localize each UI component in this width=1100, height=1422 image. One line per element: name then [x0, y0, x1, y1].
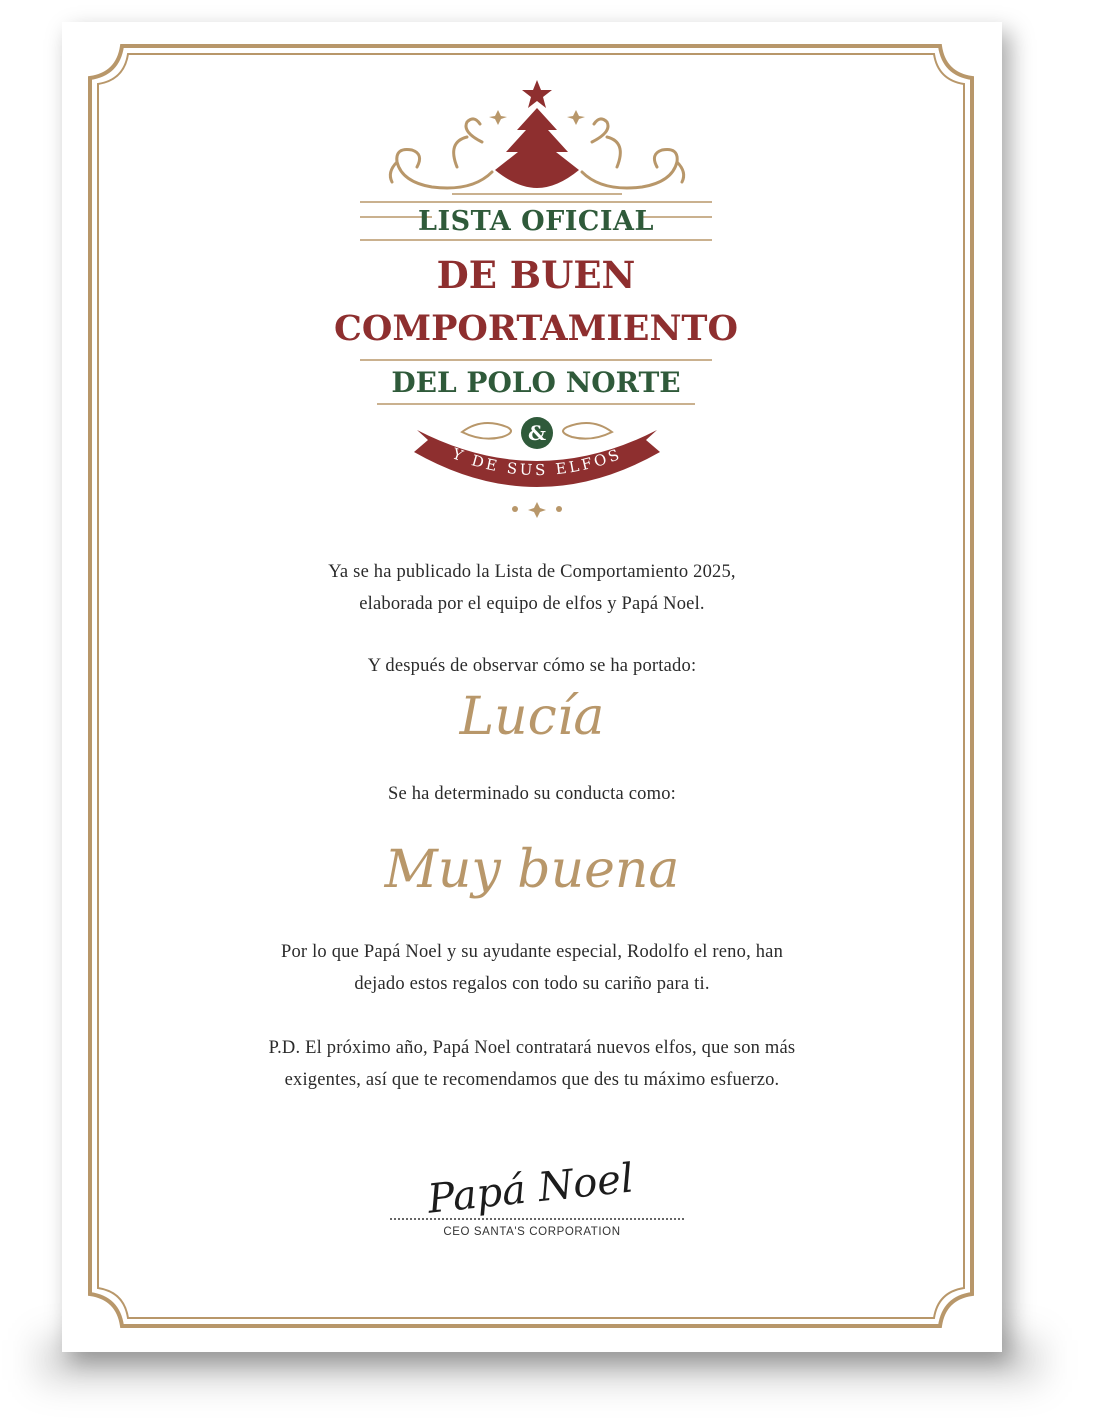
- sparkle-icon: [489, 110, 507, 125]
- intro-line-2: elaborada por el equipo de elfos y Papá Noel.: [359, 594, 705, 614]
- header-line4: DEL POLO NORTE: [391, 366, 681, 399]
- conduct-value: Muy buena: [384, 840, 680, 900]
- header-line3: COMPORTAMIENTO: [334, 308, 738, 349]
- sparkle-icon: [567, 110, 585, 125]
- header-line2: DE BUEN: [436, 253, 636, 297]
- signature-title: CEO SANTA'S CORPORATION: [443, 1226, 621, 1238]
- child-name: Lucía: [459, 687, 605, 747]
- ps-line-1: P.D. El próximo año, Papá Noel contratará nuevos elfos, que son más: [268, 1038, 796, 1058]
- ribbon-text: Y DE SUS ELFOS: [449, 444, 625, 480]
- header-line1: LISTA OFICIAL: [418, 206, 654, 237]
- star-icon: [522, 80, 552, 108]
- certificate-sheet: [62, 22, 1002, 1352]
- conduct-line: Se ha determinado su conducta como:: [387, 784, 676, 804]
- ampersand-text: &: [527, 421, 547, 445]
- signature-name: Papá Noel: [425, 1155, 636, 1223]
- christmas-tree-icon: [495, 108, 579, 188]
- header-emblem: [62, 22, 1002, 542]
- gifts-line-2: dejado estos regalos con todo su cariño para ti.: [354, 974, 710, 994]
- gifts-line-1: Por lo que Papá Noel y su ayudante especial, Rodolfo el reno, han: [280, 942, 784, 962]
- ps-line-2: exigentes, así que te recomendamos que des tu máximo esfuerzo.: [284, 1070, 780, 1090]
- intro-line-1: Ya se ha publicado la Lista de Comportamiento 2025,: [328, 562, 736, 582]
- observe-line: Y después de observar cómo se ha portado:: [367, 656, 697, 676]
